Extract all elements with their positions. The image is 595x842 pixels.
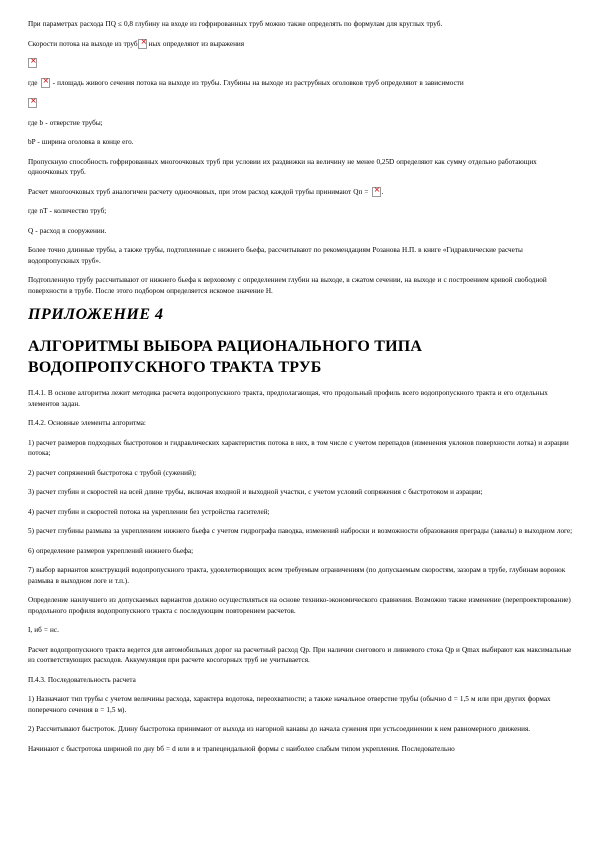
paragraph xyxy=(28,39,573,50)
list-item: 4) расчет глубин и скоростей потока на укреплении без устройства гасителей; xyxy=(28,507,270,516)
broken-image-icon xyxy=(138,39,147,49)
paragraph: П.4.3. Последовательность расчета xyxy=(28,675,136,684)
paragraph: I, иб = нс. xyxy=(28,626,59,634)
appendix-heading: ПРИЛОЖЕНИЕ 4 xyxy=(28,306,164,323)
paragraph: Подтопленную трубу рассчитывают от нижнего бьефа к верховому с определением глубин на выходе, в сжатом сечении, на выходе и с построением кривой свободной поверхности в трубе. После этого подбором определяется искомое значение Н. xyxy=(28,276,547,295)
paragraph: Расчет водопропускного тракта ведется для автомобильных дорог на расчетный расход Qр. При наличии снегового и ливневого стока Qр и Qmax выбирают как максимальные из соответствующих расходов. Аккумуляция при расчете косогорных труб не учитывается. xyxy=(28,645,572,664)
broken-image-icon xyxy=(41,78,50,88)
paragraph: где nT - количество труб; xyxy=(28,207,107,215)
section-title: АЛГОРИТМЫ ВЫБОРА РАЦИОНАЛЬНОГО ТИПА ВОДОПРОПУСКНОГО ТРАКТА ТРУБ xyxy=(28,338,423,376)
paragraph-text: - площадь живого сечения потока на выходе из трубы. Глубины на выходе из раструбных оголовков труб определяют в зависимости xyxy=(52,79,464,87)
paragraph: где b - отверстие трубы; xyxy=(28,118,103,127)
paragraph: П.4.2. Основные элементы алгоритма: xyxy=(28,419,146,427)
list-item: 7) выбор вариантов конструкций водопропускного тракта, удовлетворяющих всем требуемым ограничениям (по допускаемым скоростям, зазорам в трубе, глубинам воронок размыва в выходном логе и т.п.). xyxy=(28,566,566,585)
paragraph: Q - расход в сооружении. xyxy=(28,226,107,235)
document-body xyxy=(28,19,573,763)
list-item: 5) расчет глубины размыва за укреплением нижнего бьефа с учетом гидрографа паводка, изменений наброски и возможности образования преграды (завалы) в выходном логе; xyxy=(28,527,573,535)
paragraph: При параметрах расхода ПQ ≤ 0,8 глубину на входе из гофрированных труб можно также определять по формулам для круглых труб. xyxy=(28,20,443,28)
paragraph-text: . xyxy=(381,187,384,196)
broken-image-icon xyxy=(28,98,37,108)
paragraph-text: где xyxy=(28,79,38,87)
paragraph: Более точно длинные трубы, а также трубы, подтопленные с нижнего бьефа, рассчитывают по рекомендациям Розанова Н.П. в книге «Гидравлические расчеты водопропускных труб». xyxy=(28,246,523,265)
paragraph xyxy=(28,187,573,198)
paragraph: bP - ширина оголовка в конце его. xyxy=(28,138,134,146)
paragraph: Определение наилучшего из допускаемых вариантов должно осуществляться на основе технико-экономического сравнения. Возможно также изменение (перепроектирование) продольного профиля водопропускного тракта с последующим повторением расчетов. xyxy=(28,596,571,615)
paragraph: П.4.1. В основе алгоритма лежит методика расчета водопропускного тракта, предполагающая, что продольный профиль всего водопропускного тракта и его отдельных элементов задан. xyxy=(28,389,548,408)
list-item: 2) Рассчитывают быстроток. Длину быстротока принимают от выхода из нагорной канавы до начала сужения при устьсоединении к нем равномерного движения. xyxy=(28,725,531,733)
list-item: 6) определение размеров укреплений нижнего бьефа; xyxy=(28,546,194,555)
list-item: 2) расчет сопряжений быстротока с трубой (сужений); xyxy=(28,468,197,477)
paragraph: Начинают с быстротока шириной по дну bб = d или в и трапецеидальной формы с наиболее слабым типом укрепления. Последовательно xyxy=(28,744,455,753)
broken-image-icon xyxy=(372,187,381,197)
list-item: 3) расчет глубин и скоростей на всей длине трубы, включая входной и выходной участки, с учетом условий сопряжения с быстротоком и аэрации; xyxy=(28,488,483,496)
list-item: 1) Назначают тип трубы с учетом величины расхода, характера водотока, переохватности; а также начальное отверстие трубы (обычно d = 1,5 м или при других формах поперечного сечения в = 1,5 м). xyxy=(28,695,551,714)
paragraph xyxy=(28,78,573,89)
paragraph: Пропускную способность гофрированных многоочковых труб при условии их раздвижки на величину не менее 0,25D определяют как сумму отдельно работающих одноочковых труб. xyxy=(28,157,537,176)
paragraph-text: Расчет многоочковых труб аналогичен расчету одноочковых, при этом расход каждой трубы принимают Qп = xyxy=(28,187,369,196)
paragraph-text: Скорости потока на выходе из труб xyxy=(28,39,138,48)
paragraph-text: ных определяют из выражения xyxy=(148,39,245,48)
broken-image-icon xyxy=(28,58,37,68)
list-item: 1) расчет размеров подходных быстротоков и гидравлических характеристик потока в них, в том числе с учетом перепадов (изменения уклонов поверхности лотка) и аэрации потока; xyxy=(28,438,569,457)
